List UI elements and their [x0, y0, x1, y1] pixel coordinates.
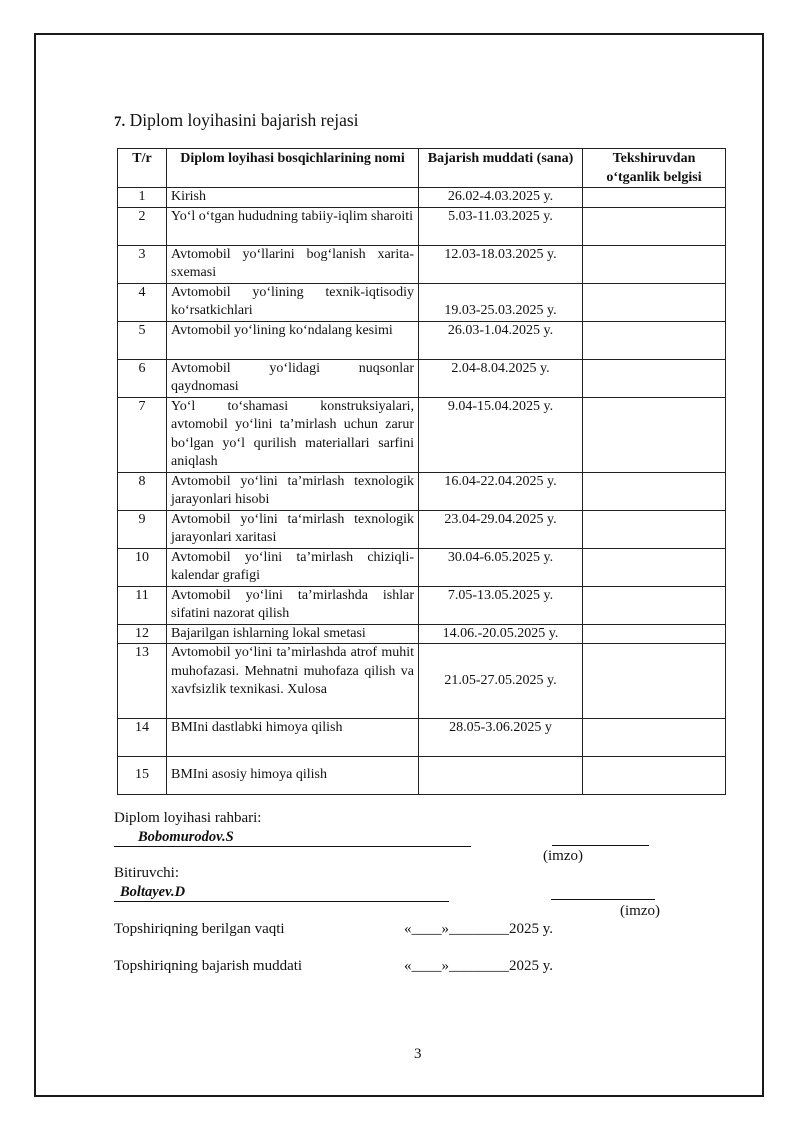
due-date-label: Topshiriqning bajarish muddati — [114, 958, 303, 974]
row-deadline: 26.03-1.04.2025 y. — [419, 321, 583, 359]
row-check-mark — [583, 719, 726, 757]
row-deadline: 19.03-25.03.2025 y. — [419, 283, 583, 321]
row-deadline: 2.04-8.04.2025 y. — [419, 359, 583, 397]
student-label: Bitiruvchi: — [114, 865, 179, 881]
row-deadline: 23.04-29.04.2025 y. — [419, 510, 583, 548]
plan-table — [117, 148, 726, 795]
row-check-mark — [583, 586, 726, 624]
table-row — [118, 757, 726, 795]
student-signature-caption: (imzo) — [620, 903, 660, 919]
row-stage-name: Avtomobil yo‘lini ta’mirlashda ishlar sifatini nazorat qilish — [167, 586, 419, 624]
row-check-mark — [583, 644, 726, 719]
row-deadline: 16.04-22.04.2025 y. — [419, 472, 583, 510]
row-stage-name: Avtomobil yo‘lining ko‘ndalang kesimi — [167, 321, 419, 359]
supervisor-signature-line — [552, 845, 649, 846]
row-stage-name: BMIni dastlabki himoya qilish — [167, 719, 419, 757]
page-number: 3 — [414, 1046, 422, 1062]
row-check-mark — [583, 188, 726, 208]
table-header-row — [118, 149, 726, 188]
table-row — [118, 472, 726, 510]
table-row — [118, 245, 726, 283]
row-number: 7 — [118, 397, 167, 472]
row-stage-name: Avtomobil yo‘lini ta’mirlash texnologik jarayonlari hisobi — [167, 472, 419, 510]
section-heading — [114, 110, 359, 131]
row-number: 15 — [118, 757, 167, 795]
table-row — [118, 207, 726, 245]
header-name: Diplom loyihasi bosqichlarining nomi — [167, 149, 419, 188]
row-number: 13 — [118, 644, 167, 719]
row-check-mark — [583, 757, 726, 795]
row-number: 4 — [118, 283, 167, 321]
table-row — [118, 397, 726, 472]
table-row — [118, 188, 726, 208]
row-check-mark — [583, 472, 726, 510]
student-name: Boltayev.D — [120, 884, 186, 900]
row-stage-name: Kirish — [167, 188, 419, 208]
row-deadline: 12.03-18.03.2025 y. — [419, 245, 583, 283]
issued-date-value: «____»________2025 y. — [404, 921, 554, 937]
row-check-mark — [583, 548, 726, 586]
row-stage-name: Yo‘l o‘tgan hududning tabiiy-iqlim sharoiti — [167, 207, 419, 245]
header-num: T/r — [118, 149, 167, 188]
header-check: Tekshiruvdan o‘tganlik belgisi — [583, 149, 726, 188]
row-number: 1 — [118, 188, 167, 208]
row-deadline: 5.03-11.03.2025 y. — [419, 207, 583, 245]
section-title: Diplom loyihasini bajarish rejasi — [129, 110, 359, 130]
row-number: 6 — [118, 359, 167, 397]
table-row — [118, 548, 726, 586]
row-check-mark — [583, 359, 726, 397]
row-stage-name: Avtomobil yo‘lidagi nuqsonlar qaydnomasi — [167, 359, 419, 397]
row-check-mark — [583, 283, 726, 321]
section-number: 7. — [114, 114, 126, 130]
row-deadline: 9.04-15.04.2025 y. — [419, 397, 583, 472]
supervisor-name-line — [114, 829, 471, 847]
table-row — [118, 644, 726, 719]
row-deadline: 28.05-3.06.2025 y — [419, 719, 583, 757]
table-row — [118, 321, 726, 359]
row-deadline: 14.06.-20.05.2025 y. — [419, 624, 583, 644]
row-deadline: 7.05-13.05.2025 y. — [419, 586, 583, 624]
row-check-mark — [583, 245, 726, 283]
row-stage-name: Avtomobil yo‘llarini bog‘lanish xarita-sxemasi — [167, 245, 419, 283]
row-deadline: 26.02-4.03.2025 y. — [419, 188, 583, 208]
row-check-mark — [583, 624, 726, 644]
row-deadline: 30.04-6.05.2025 y. — [419, 548, 583, 586]
due-date-value: «____»________2025 y. — [404, 958, 554, 974]
row-stage-name: Avtomobil yo‘lini ta’mirlash chiziqli-kalendar grafigi — [167, 548, 419, 586]
table-row — [118, 719, 726, 757]
row-number: 10 — [118, 548, 167, 586]
row-stage-name: Avtomobil yo‘lini ta’mirlashda atrof muhit muhofazasi. Mehnatni muhofaza qilish va xavfsizlik texnikasi. Xulosa — [167, 644, 419, 719]
row-stage-name: Yo‘l to‘shamasi konstruksiyalari, avtomobil yo‘lini ta’mirlash uchun zarur bo‘lgan yo‘l qurilish materiallari sarfini aniqlash — [167, 397, 419, 472]
row-number: 2 — [118, 207, 167, 245]
row-number: 3 — [118, 245, 167, 283]
row-number: 8 — [118, 472, 167, 510]
row-stage-name: Avtomobil yo‘lini ta‘mirlash texnologik jarayonlari xaritasi — [167, 510, 419, 548]
row-number: 11 — [118, 586, 167, 624]
student-signature-line — [551, 899, 655, 900]
table-row — [118, 586, 726, 624]
supervisor-label: Diplom loyihasi rahbari: — [114, 810, 262, 826]
row-check-mark — [583, 397, 726, 472]
row-number: 12 — [118, 624, 167, 644]
row-check-mark — [583, 510, 726, 548]
supervisor-name: Bobomurodov.S — [138, 829, 234, 845]
issued-date-label: Topshiriqning berilgan vaqti — [114, 921, 285, 937]
table-row — [118, 359, 726, 397]
table-row — [118, 283, 726, 321]
student-name-line — [114, 884, 449, 902]
row-stage-name: Avtomobil yo‘lining texnik-iqtisodiy ko‘rsatkichlari — [167, 283, 419, 321]
row-deadline — [419, 757, 583, 795]
row-check-mark — [583, 207, 726, 245]
header-date: Bajarish muddati (sana) — [419, 149, 583, 188]
table-row — [118, 510, 726, 548]
row-stage-name: BMIni asosiy himoya qilish — [167, 757, 419, 795]
row-number: 14 — [118, 719, 167, 757]
supervisor-signature-caption: (imzo) — [543, 848, 583, 864]
row-number: 5 — [118, 321, 167, 359]
row-stage-name: Bajarilgan ishlarning lokal smetasi — [167, 624, 419, 644]
row-check-mark — [583, 321, 726, 359]
row-number: 9 — [118, 510, 167, 548]
table-row — [118, 624, 726, 644]
row-deadline: 21.05-27.05.2025 y. — [419, 644, 583, 719]
